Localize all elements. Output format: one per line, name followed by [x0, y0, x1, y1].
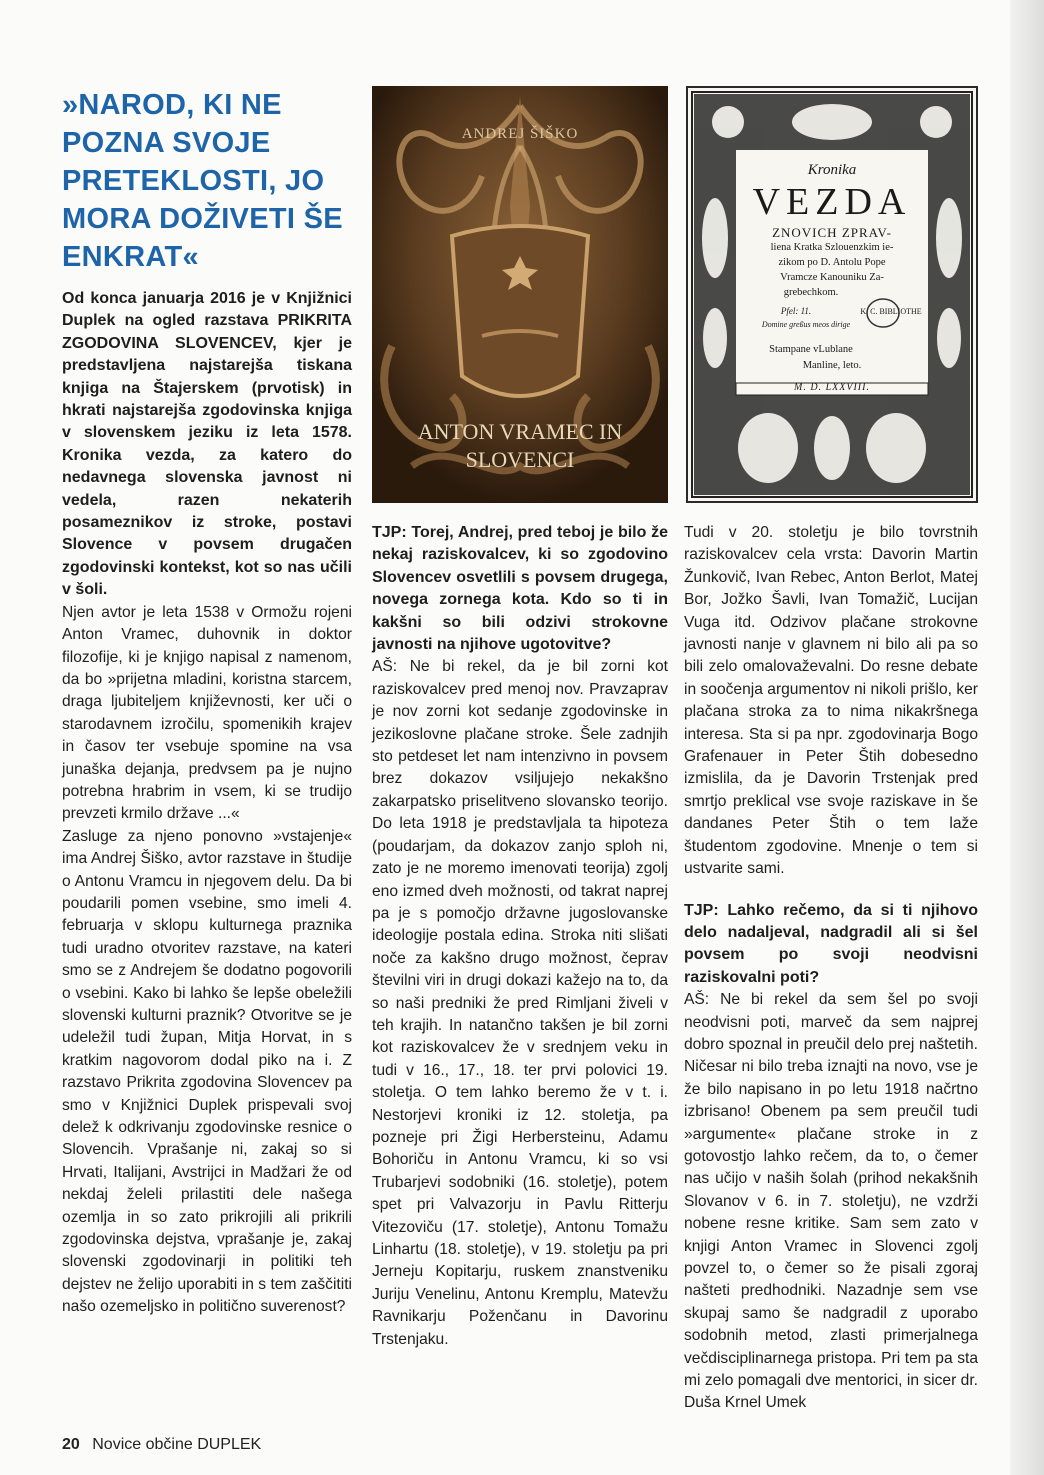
- question-1: TJP: Torej, Andrej, pred teboj je bilo že nekaj raziskovalcev, ki so zgodovino Slovencev osvetlili s povsem drugega, novega zornega kota. Kdo so ti in kakšni so bili odzivi strokovne javnosti na njihove ugotovitve?: [372, 524, 668, 654]
- vezda-line6: Pfel: 11.: [780, 306, 812, 316]
- book-title: ANTON VRAMEC IN SLOVENCI: [417, 419, 623, 472]
- vezda-stamp: K. C. BIBLIOTHE: [860, 307, 922, 316]
- kronika-vezda-title-page: [686, 86, 978, 503]
- publication-name: Novice občine DUPLEK: [92, 1436, 262, 1453]
- vezda-line5: grebechkom.: [783, 287, 839, 298]
- book-cover-image: [372, 86, 668, 503]
- vezda-line8: Stampane vLublane: [769, 344, 853, 355]
- column-right: [684, 522, 978, 1415]
- vezda-line4: Vramcze Kanouniku Za-: [780, 272, 884, 283]
- vezda-line9: Manline, leto.: [802, 360, 862, 371]
- question-2: TJP: Lahko rečemo, da si ti njihovo delo nadaljeval, nadgradil ali si šel povsem po svoji neodvisni raziskovalni poti?: [684, 901, 978, 986]
- page-number: 20: [62, 1436, 80, 1453]
- book-author: ANDREJ ŠIŠKO: [461, 126, 579, 142]
- vezda-line7: Domine greßus meos dirige: [761, 320, 851, 329]
- paragraph-author: Njen avtor je leta 1538 v Ormožu rojeni Anton Vramec, duhovnik in doktor filozofije, ki je knjigo napisal z namenom, da bo »prijetna mladini, koristna starcem, draga ljubiteljem književnosti, ker uči o starodavnem izročilu, spomenikih krajev in časov ter vsebuje spomine na vsa junaška dejanja, predvsem pa je nujno potrebna hrabrim in vsem, ki se trudijo prevzeti krmilo države ...«: [62, 603, 352, 823]
- answer-1: AŠ: Ne bi rekel, da je bil zorni kot raziskovalcev pred menoj nov. Pravzaprav je nov zorni kot sedanje zgodovinske in jezikoslovne plačane stroke. Šele zadnjih sto petdeset let nam intenzivno in povsem brez dokazov vsiljujejo nekakšno zakarpatsko priselitveno slovansko teorijo. Do leta 1918 je predstavljala ta hipoteza (poudarjam, da dokazov zanjo sploh ni, zato je ne moremo imenovati teorija) zgolj eno izmed dveh možnosti, od takrat naprej pa je s pomočjo državne jugoslovanske ideologije postala edina. Stroka niti slišati noče za kakšno drugo možnost, čeprav številni viri in drugi dokazi kažejo na to, da so naši predniki že pred Rimljani živeli v teh krajih. In natančno takšen je bil zorni kot raziskovalcev že v srednjem veku in tudi v 16., 17., 18. ter prvi polovici 19. stoletja. O tem lahko beremo že v t. i. Nestorjevi kroniki iz 12. stoletja, pa pozneje pri Žigi Herbersteinu, Adamu Bohoriču in Antonu Vramcu, ki so vsi Trubarjevi sodobniki (16. stoletje), potem spet pri Valvazorju in Pavlu Ritterju Vitezoviču (17. stoletje), Antonu Tomažu Linhartu (18. stoletje), v 19. stoletju pa pri Jerneju Kopitarju, ruskem znanstveniku Juriju Venelinu, Antonu Kremplu, Matevžu Ravnikarju Poženčanu in Davorinu Trstenjaku.: [372, 658, 668, 1348]
- vezda-line3: zikom po D. Antolu Pope: [778, 257, 886, 268]
- vezda-line1: ZNOVICH ZPRAV-: [772, 225, 892, 240]
- paragraph-exhibition: Zasluge za njeno ponovno »vstajenje« ima Andrej Šiško, avtor razstave in študije o Antonu Vramcu in njegovem delu. Da bi poudarili pomen vsebine, smo imeli 4. februarja v sklopu kulturnega praznika tudi uradno otvoritev razstave, na kateri smo se z Andrejem še dodatno pogovorili o vsebini. Kako bi lahko še lepše obeležili slovenski kulturni praznik? Otvoritve se je udeležil tudi župan, Mitja Horvat, in s kratkim nagovorom dodal piko na i. Z razstavo Prikrita zgodovina Slovencev pa smo v Knjižnici Duplek prispevali svoj delež k odkrivanju zgodovinske resnice o Slovencih. Vprašanje ni, zakaj so si Hrvati, Italijani, Avstrijci in Madžari že od nekdaj želeli prilastiti dele našega ozemlja in so zato prikrojili ali prikrili zgodovinska dejstva, vprašanje je, zakaj slovenski zgodovinarji in politiki teh dejstev ne želijo uporabiti in s tem zaščititi našo ozemeljsko in politično suverenost?: [62, 827, 352, 1316]
- answer-2: AŠ: Ne bi rekel da sem šel po svoji neodvisni poti, marveč da sem najprej dobro spoznal in preučil delo prej naštetih. Ničesar ni bilo treba iznajti na novo, vse je že bilo napisano in po letu 1918 načrtno izbrisano! Obenem pa sem preučil tudi »argumente« plačane stroke in z gotovostjo lahko rečem, da to, o čemer nas učijo v naših šolah (prihod nekakšnih Slovanov v 6. in 7. stoletju), ne vzdrži nobene resne kritike. Sam sem zato v knjigi Anton Vramec in Slovenci zgolj povzel to, o čemer so že pisali zgoraj našteti predhodniki. Nazadnje sem vse skupaj samo še nadgradil z uporabo sodobnih metod, zlasti primerjalnega večdisciplinarnega pristopa. Pri tem pa sta mi zelo pomagali dve mentorici, in sicer dr. Duša Krnel Umek: [684, 991, 978, 1412]
- vezda-line2: liena Kratka Szlouenzkim ie-: [770, 242, 894, 253]
- vezda-title: VEZDA: [752, 181, 912, 223]
- vezda-year: M. D. LXXVIII.: [794, 382, 870, 393]
- answer-1-continued: Tudi v 20. stoletju je bilo tovrstnih raziskovalcev cela vrsta: Davorin Martin Žunkovič, Ivan Rebec, Anton Berlot, Matej Bor, Jožko Šavli, Ivan Tomažič, Lucijan Vuga itd. Odzivov plačane strokovne javnosti nanje v glavnem ni bilo ali pa so bili zelo omalovaževalni. Do resne debate in soočenja argumentov ni nikoli prišlo, ker plačana stroka za to nima nikakršnega interesa. Sta si pa npr. zgodovinarja Bogo Grafenauer in Peter Štih dobesedno izmislila, da je Davorin Trstenjak pred smrtjo preklical vse svoje raziskave in še dandanes Peter Štih o tem laže študentom zgodovine. Mnenje o tem si ustvarite sami.: [684, 524, 978, 878]
- article-title: »NAROD, KI NE POZNA SVOJE PRETEKLOSTI, JO MORA DOŽIVETI ŠE ENKRAT«: [62, 89, 343, 273]
- column-left: [62, 86, 352, 1319]
- article-lead: Od konca januarja 2016 je v Knjižnici Duplek na ogled razstava PRIKRITA ZGODOVINA SLOVENCEV, kjer je predstavljena najstarejša tiskana knjiga na Štajerskem (prvotisk) in hkrati najstarejša zgodovinska knjiga v slovenskem jeziku iz leta 1578. Kronika vezda, za katero do nedavnega slovenska javnost ni vedela, razen nekaterih posameznikov iz stroke, postavi Slovence v povsem drugačen zgodovinski kontekst, kot so nas učili v šoli.: [62, 290, 352, 599]
- page-footer: [62, 1436, 261, 1454]
- column-middle: [372, 522, 668, 1351]
- vezda-kronika: Kronika: [807, 162, 857, 178]
